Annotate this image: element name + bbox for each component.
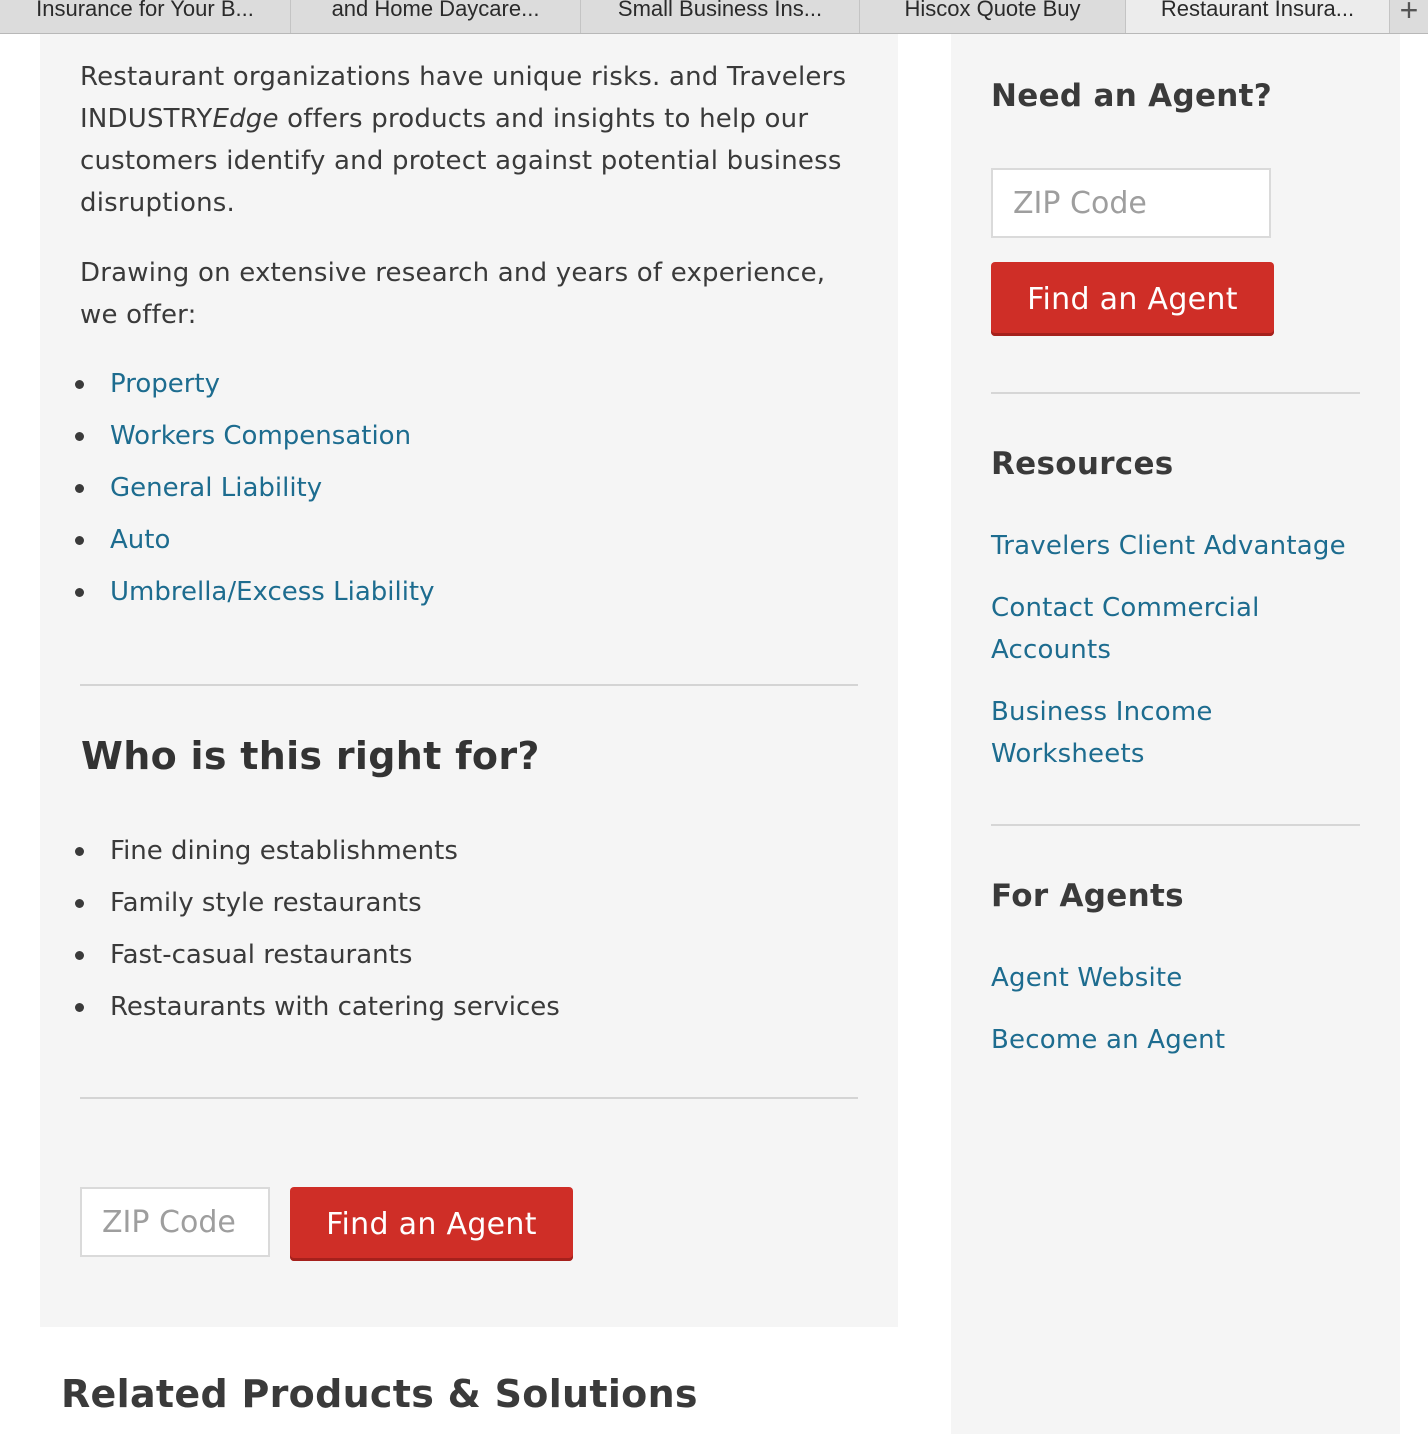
tab-label: Small Business Ins... — [617, 0, 823, 21]
intro-text: Restaurant organizations have unique risks. and Travelers INDUSTRY — [80, 62, 847, 134]
product-link-workers-comp[interactable]: Workers Compensation — [110, 421, 412, 451]
tab-label: and Home Daycare... — [331, 0, 540, 21]
audience-list — [75, 834, 560, 1042]
resource-link-client-advantage[interactable]: Travelers Client Advantage — [991, 531, 1346, 561]
resources-heading: Resources — [991, 446, 1174, 482]
list-item: Restaurants with catering services — [75, 990, 560, 1042]
find-agent-button[interactable]: Find an Agent — [290, 1187, 573, 1261]
tab-label: Insurance for Your B... — [36, 0, 254, 21]
list-item — [991, 587, 1360, 671]
offer-paragraph: Drawing on extensive research and years of experience, we offer: — [80, 258, 826, 330]
list-item — [75, 575, 435, 627]
intro-brand-emphasis: Edge — [212, 104, 279, 134]
sidebar — [951, 34, 1400, 1434]
sidebar-divider — [991, 392, 1360, 394]
product-link-property[interactable]: Property — [110, 369, 221, 399]
who-heading: Who is this right for? — [81, 734, 540, 778]
related-products-heading: Related Products & Solutions — [61, 1372, 698, 1416]
resource-link-contact-commercial[interactable]: Contact Commercial Accounts — [991, 593, 1260, 665]
section-divider — [80, 1097, 858, 1099]
list-item — [991, 957, 1360, 999]
list-item — [75, 419, 435, 471]
product-link-auto[interactable]: Auto — [110, 525, 171, 555]
new-tab-plus-icon[interactable]: + — [1399, 0, 1419, 28]
product-list — [75, 367, 435, 627]
sidebar-zip-code-input[interactable] — [991, 168, 1271, 238]
agent-website-link[interactable]: Agent Website — [991, 963, 1183, 993]
intro-text-continued: offers products and insights to help our customers identify and protect against potential business disruptions. — [80, 104, 842, 218]
list-item: Fine dining establishments — [75, 834, 560, 886]
product-link-general-liability[interactable]: General Liability — [110, 473, 323, 503]
resources-list — [991, 525, 1360, 795]
list-item: Family style restaurants — [75, 886, 560, 938]
resource-link-business-income[interactable]: Business Income Worksheets — [991, 697, 1213, 769]
list-item: Fast-casual restaurants — [75, 938, 560, 990]
list-item — [75, 367, 435, 419]
for-agents-heading: For Agents — [991, 878, 1184, 914]
tab-label: Hiscox Quote Buy — [904, 0, 1081, 21]
need-agent-heading: Need an Agent? — [991, 78, 1273, 114]
list-item — [991, 1019, 1360, 1061]
zip-code-input[interactable] — [80, 1187, 270, 1257]
browser-tab-active[interactable] — [1126, 0, 1390, 33]
list-item — [991, 691, 1360, 775]
become-agent-link[interactable]: Become an Agent — [991, 1025, 1226, 1055]
list-item — [75, 471, 435, 523]
browser-tab[interactable] — [0, 0, 291, 33]
find-agent-form — [80, 1187, 573, 1261]
list-item — [991, 525, 1360, 567]
browser-tab[interactable] — [860, 0, 1126, 33]
tab-label: Restaurant Insura... — [1160, 0, 1355, 21]
product-link-umbrella[interactable]: Umbrella/Excess Liability — [110, 577, 435, 607]
section-divider — [80, 684, 858, 686]
intro-paragraph — [80, 56, 858, 224]
sidebar-find-agent-button[interactable]: Find an Agent — [991, 262, 1274, 336]
browser-tab[interactable] — [291, 0, 581, 33]
list-item — [75, 523, 435, 575]
sidebar-divider — [991, 824, 1360, 826]
main-content-panel — [40, 34, 898, 1327]
browser-tab[interactable] — [581, 0, 860, 33]
browser-tab-bar — [0, 0, 1428, 34]
agent-links-list — [991, 957, 1360, 1081]
